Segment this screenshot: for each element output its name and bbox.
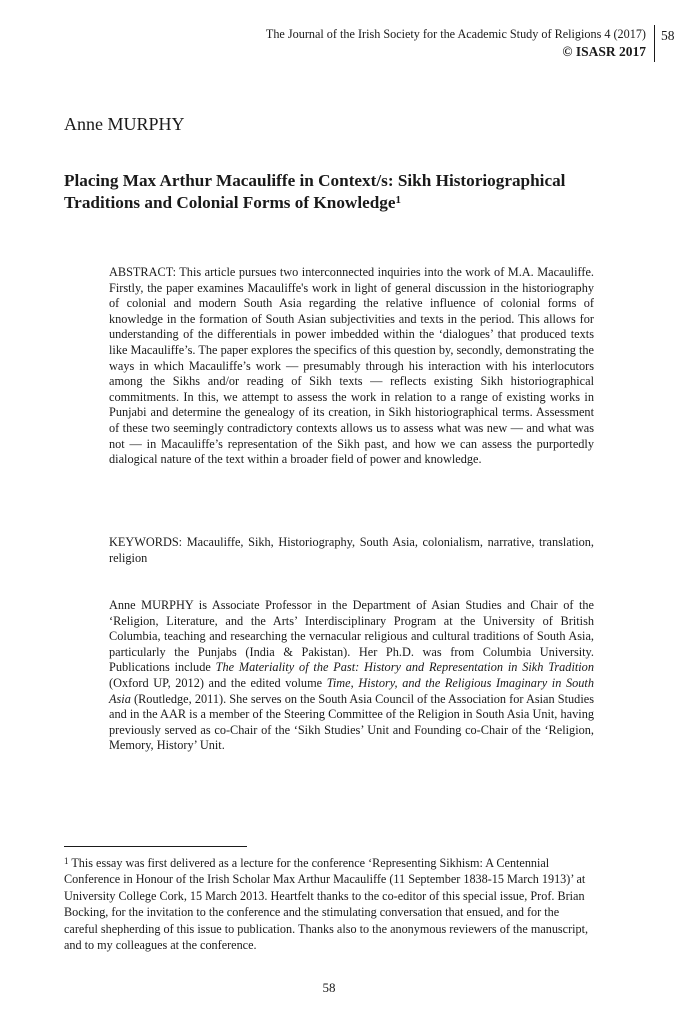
running-header (266, 26, 646, 60)
footnote-separator (64, 846, 247, 847)
page-number: 58 (322, 980, 336, 995)
header-page-number: 58 (661, 28, 675, 43)
author-bio (109, 598, 594, 754)
bio-text-2: (Oxford UP, 2012) and the edited volume (109, 675, 327, 690)
header-divider (654, 25, 655, 62)
author-name: Anne MURPHY (64, 114, 185, 134)
footnote-marker: 1 (64, 856, 69, 866)
copyright-notice: © ISASR 2017 (562, 44, 646, 59)
bio-text-3: (Routledge, 2011). She serves on the South Asia Council of the Association for Asian Studies and in the AAR is a member of the Steering Committee of the Religion in South Asia Unit, having previously served as co-Chair of the ‘Sikh Studies’ Unit and Founding co-Chair of the ‘Religion, Memory, History’ Unit. (109, 691, 594, 753)
title-footnote-marker[interactable]: 1 (395, 194, 402, 206)
journal-citation: The Journal of the Irish Society for the Academic Study of Religions 4 (2017) (265, 27, 646, 41)
abstract: ABSTRACT: This article pursues two interconnected inquiries into the work of M.A. Macauliffe. Firstly, the paper examines Macauliffe's work in light of general discussion in the historiography of colonial and modern South Asia regarding the relative influence of colonial forms of knowledge in the formation of South Asian subjectivities and texts in the period. This allows for understanding of the differentials in power imbedded within the ‘dialogues’ that produced texts like Macauliffe’s. The paper explores the specifics of this question by, secondly, demonstrating the ways in which Macauliffe’s work — presumably through his interaction with his interlocutors among the Sikhs and/or reading of Sikh texts — reflects existing Sikh historiographical commitments. In this, we attempt to assess the work in relation to a range of existing works in Punjabi and determine the genealogy of its creation, in Sikh historiographical terms. Assessment of these two seemingly contradictory contexts allows us to assess what was new — and what was not — in Macauliffe’s representation of the Sikh past, and how we can assess the purportedly dialogical nature of the text within a broader field of power and knowledge. (109, 265, 594, 467)
bio-book-title-1: The Materiality of the Past: History and Representation in Sikh Tradition (215, 660, 594, 675)
article-title-text: Placing Max Arthur Macauliffe in Context/s: Sikh Historiographical Traditions and Colonial Forms of Knowledge (64, 171, 566, 212)
footnote (64, 855, 594, 953)
article-title (64, 170, 624, 214)
footnote-text: This essay was first delivered as a lecture for the conference ‘Representing Sikhism: A Centennial Conference in Honour of the Irish Scholar Max Arthur Macauliffe (11 September 1838-15 March 1913)’ at University College Cork, 15 March 2013. Heartfelt thanks to the co-editor of this special issue, Prof. Brian Bocking, for the invitation to the conference and the stimulating conversation that ensued, and for the careful shepherding of this issue to publication. Thanks also to the anonymous reviewers of the manuscript, and to my colleagues at the conference. (64, 856, 589, 953)
bio-text-1: Anne MURPHY is Associate Professor in the Department of Asian Studies and Chair of the ‘Religion, Literature, and the Arts’ Interdisciplinary Program at the University of British Columbia, teaching and researching the vernacular religious and cultural traditions of South Asia, particularly the Punjabs (India & Pakistan). Her Ph.D. was from Columbia University. Publications include (109, 598, 594, 675)
bio-book-title-2: Time, History, and the Religious Imaginary in South Asia (109, 675, 594, 706)
keywords: KEYWORDS: Macauliffe, Sikh, Historiography, South Asia, colonialism, narrative, translation, religion (109, 535, 594, 565)
